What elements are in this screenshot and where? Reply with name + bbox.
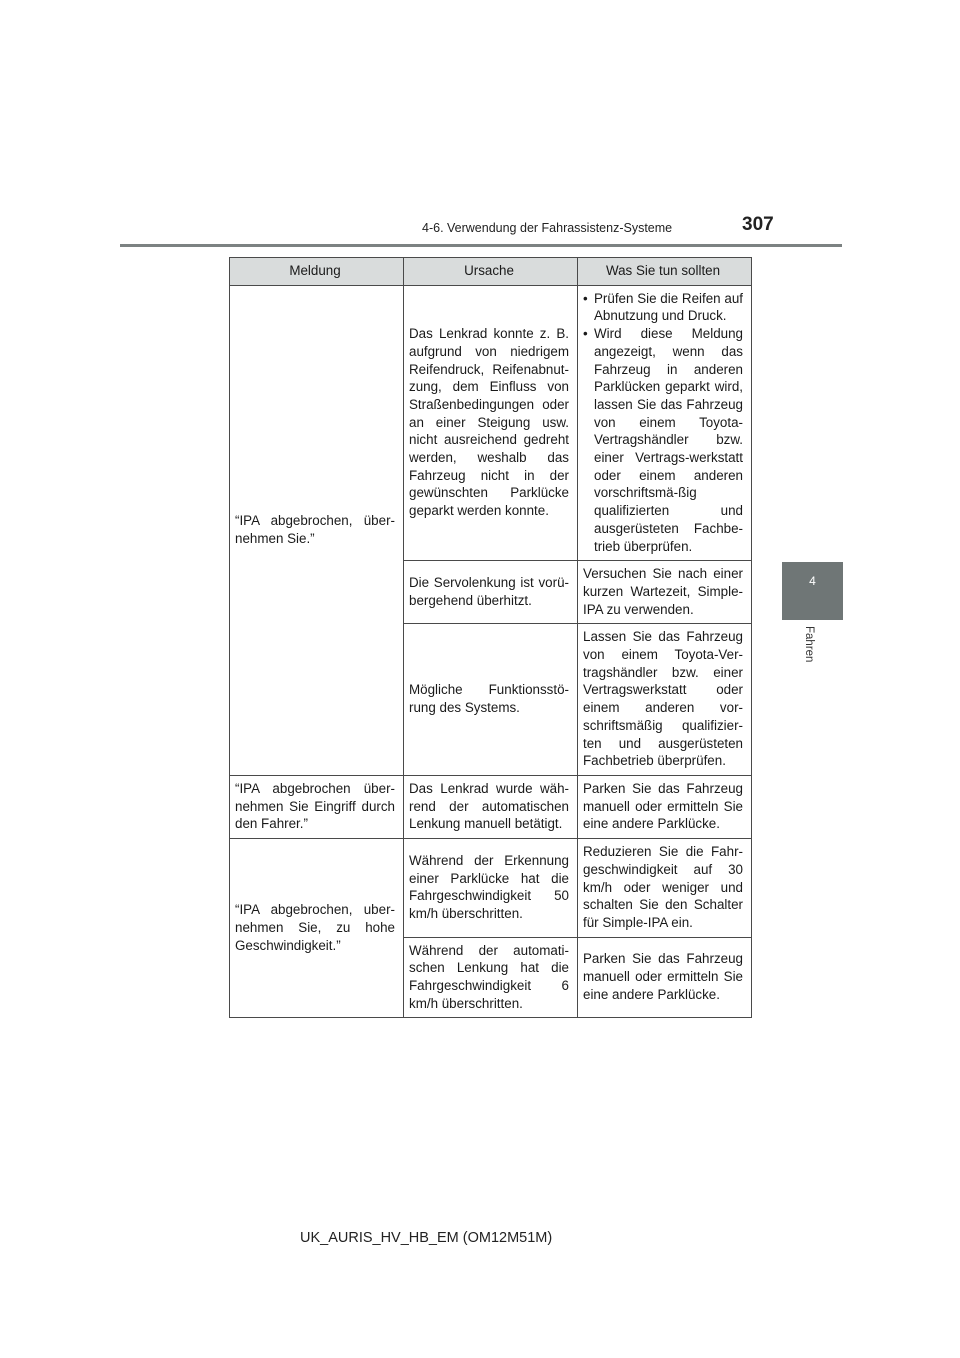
section-title: 4-6. Verwendung der Fahrassistenz-Systeme [422,221,673,235]
column-header-message: Meldung [230,258,404,286]
list-item: • Wird diese Meldung angezeigt, wenn das Fahrzeug in anderen Parklücken geparkt wird, lassen Sie das Fahrzeug von einem Toyota-Vertragshändler bzw. einer Vertrags-werkstatt oder einem anderen vorschriftsmä-ßig qualifizierten und ausgerüsteten Fachbe-trieb überprüfen. [583,325,743,555]
chapter-tab [782,562,843,620]
header-divider [120,244,842,247]
message-cell: “IPA abgebrochen, uber-nehmen Sie, zu hohe Geschwindigkeit.” [230,839,404,1018]
message-cell: “IPA abgebrochen, über-nehmen Sie.” [230,285,404,775]
action-cell: Parken Sie das Fahrzeug manuell oder ermitteln Sie eine andere Parklücke. [578,775,752,838]
document-code: UK_AURIS_HV_HB_EM (OM12M51M) [300,1230,553,1246]
cause-cell: Das Lenkrad wurde wäh-rend der automatischen Lenkung manuell betätigt. [404,775,578,838]
column-header-action: Was Sie tun sollten [578,258,752,286]
table-row [230,285,752,561]
message-table [229,257,752,1018]
table-row [230,839,752,938]
action-cell: Parken Sie das Fahrzeug manuell oder ermitteln Sie eine andere Parklücke. [578,937,752,1018]
action-cell: Reduzieren Sie die Fahr-geschwindigkeit auf 30 km/h oder weniger und schalten Sie den Schalter für Simple-IPA ein. [578,839,752,938]
cause-cell: Mögliche Funktionsstö-rung des Systems. [404,624,578,776]
action-cell [578,285,752,561]
page-number: 307 [742,214,774,235]
chapter-number: 4 [809,574,816,588]
list-item: • Prüfen Sie die Reifen auf Abnutzung und Druck. [583,290,743,325]
chapter-label: Fahren [803,626,815,663]
table-header-row [230,258,752,286]
cause-cell: Während der Erkennung einer Parklücke hat die Fahrgeschwindigkeit 50 km/h überschritten. [404,839,578,938]
table-row [230,775,752,838]
cause-cell: Die Servolenkung ist vorü-bergehend überhitzt. [404,561,578,624]
action-bullet-list [583,290,743,556]
action-cell: Versuchen Sie nach einer kurzen Wartezeit, Simple-IPA zu verwenden. [578,561,752,624]
message-cell: “IPA abgebrochen über-nehmen Sie Eingriff durch den Fahrer.” [230,775,404,838]
column-header-cause: Ursache [404,258,578,286]
cause-cell: Während der automati-schen Lenkung hat die Fahrgeschwindigkeit 6 km/h überschritten. [404,937,578,1018]
action-cell: Lassen Sie das Fahrzeug von einem Toyota-Ver-tragshändler bzw. einer Vertragswerkstatt oder einem anderen vor-schriftsmäßig qualifizier-ten und ausgerüsteten Fachbetrieb überprüfen. [578,624,752,776]
cause-cell: Das Lenkrad konnte z. B. aufgrund von niedrigem Reifendruck, Reifenabnut-zung, dem Einfluss von Straßenbedingungen oder an einer Steigung usw. nicht ausreichend gedreht werden, weshalb das Fahrzeug nicht in der gewünschten Parklücke geparkt werden konnte. [404,285,578,561]
